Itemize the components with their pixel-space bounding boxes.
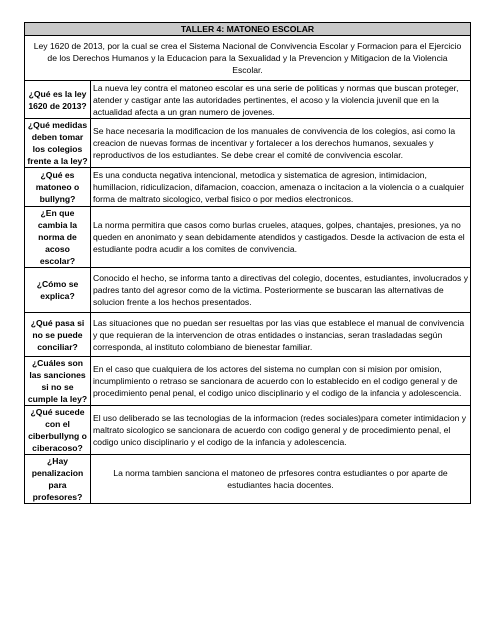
answer-cell: Se hace necesaria la modificacion de los manuales de convivencia de los colegios, asi como la creacion de nuevas formas de incentivar y fortalecer a los derechos humanos, sexuales y reproductivos de los estudiantes. Se debe crear el comité de convivencia escolar.: [91, 119, 471, 168]
taller-table: [24, 22, 471, 504]
table-title: TALLER 4: MATONEO ESCOLAR: [25, 23, 471, 36]
answer-cell: La norma tambien sanciona el matoneo de prfesores contra estudiantes o por aparte de estudiantes hacia docentes.: [91, 455, 471, 504]
answer-cell: La norma permitira que casos como burlas crueles, ataques, golpes, chantajes, presiones, ya no queden en anonimato y sean debidamente atendidos y castigados. Desde la activacion de esta el estudiante podra acudir a los comites de convivencia.: [91, 207, 471, 268]
table-row: [25, 406, 471, 455]
question-cell: ¿Cómo se explica?: [25, 268, 91, 313]
answer-cell: El uso deliberado se las tecnologias de la informacion (redes sociales)para cometer intimidacion y maltrato sicologico se sancionara de acuerdo con codigo general y de procedimiento penal, el codigo unico disciplinario y el codigo de la infancia y adolescencia.: [91, 406, 471, 455]
table-row: [25, 268, 471, 313]
answer-cell: Las situaciones que no puedan ser resueltas por las vias que establece el manual de convivencia y que requieran de la intervencion de otras entidades o instancias, seran trasladadas según corresponda, al instituto colombiano de bienestar familiar.: [91, 313, 471, 357]
table-row: [25, 119, 471, 168]
question-cell: ¿Qué pasa si no se puede conciliar?: [25, 313, 91, 357]
table-row: [25, 207, 471, 268]
question-cell: ¿Qué es matoneo o bullyng?: [25, 168, 91, 207]
table-row: [25, 455, 471, 504]
intro-text: Ley 1620 de 2013, por la cual se crea el Sistema Nacional de Convivencia Escolar y Formacion para el Ejercicio de los Derechos Humanos y la Educacion para la Sexualidad y la Prevencion y Mitigacion de la Violencia Escolar.: [25, 36, 471, 81]
question-cell: ¿Cuáles son las sanciones si no se cumple la ley?: [25, 357, 91, 406]
question-cell: ¿Qué sucede con el ciberbullyng o ciberacoso?: [25, 406, 91, 455]
answer-cell: En el caso que cualquiera de los actores del sistema no cumplan con si mision por omision, incumplimiento o retraso se sancionara de acuerdo con lo establecido en el codigo general y de procedimiento penal penal, el codigo unico disciplinario y el codigo de la infancia y adolescencia.: [91, 357, 471, 406]
question-cell: ¿Hay penalizacion para profesores?: [25, 455, 91, 504]
question-cell: ¿Qué medidas deben tomar los colegios frente a la ley?: [25, 119, 91, 168]
answer-cell: Conocido el hecho, se informa tanto a directivas del colegio, docentes, estudiantes, involucrados y padres tanto del agresor como de la victima. Posteriormente se buscaran las alternativas de solucion frente a los hechos presentados.: [91, 268, 471, 313]
table-row: [25, 357, 471, 406]
answer-cell: La nueva ley contra el matoneo escolar es una serie de politicas y normas que buscan proteger, atender y castigar ante las autoridades pertinentes, el acoso y la violencia juvenil que en la actualidad afecta a un gran numero de jovenes.: [91, 81, 471, 119]
question-cell: ¿Qué es la ley 1620 de 2013?: [25, 81, 91, 119]
table-row: [25, 168, 471, 207]
answer-cell: Es una conducta negativa intencional, metodica y sistematica de agresion, intimidacion, humillacion, ridiculizacion, difamacion, coaccion, amenaza o incitacion a la violencia o a cualquier forma de maltrato sicologico, verbal fisico o por medios electronicos.: [91, 168, 471, 207]
table-row: [25, 81, 471, 119]
table-row: [25, 313, 471, 357]
question-cell: ¿En que cambia la norma de acoso escolar?: [25, 207, 91, 268]
